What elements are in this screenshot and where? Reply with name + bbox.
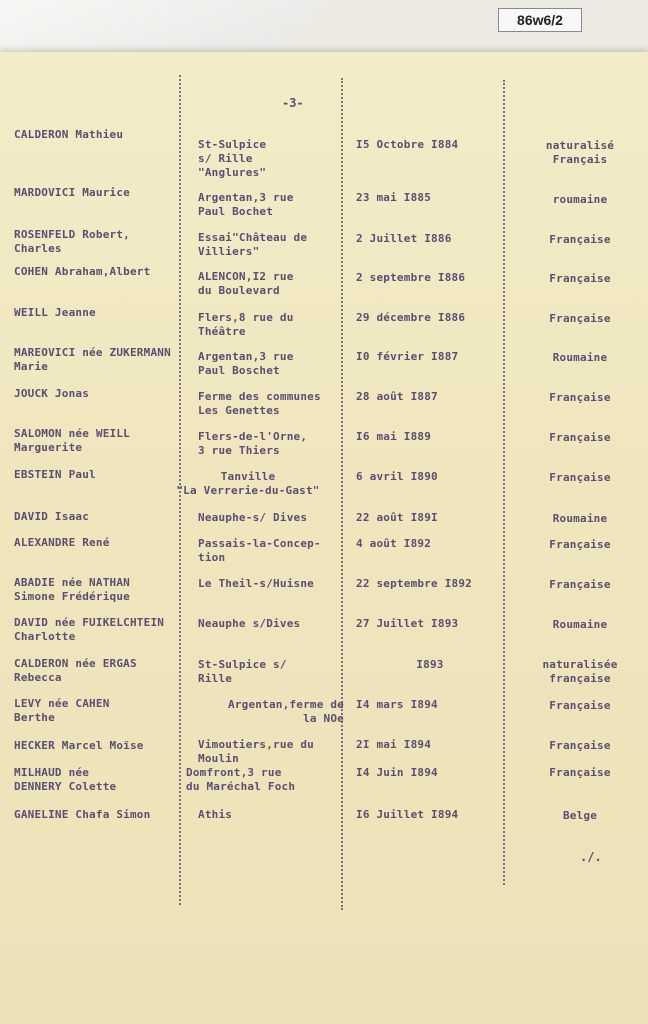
row-date: 2I mai I894 [356, 738, 432, 751]
row-place: Tanville "La Verrerie-du-Gast" [176, 470, 320, 497]
row-place: Le Theil-s/Huisne [198, 577, 314, 590]
row-nationality: Roumaine [552, 512, 608, 525]
row-date: I0 février I887 [356, 350, 459, 363]
row-name: MILHAUD née DENNERY Colette [14, 766, 117, 793]
row-nationality: Roumaine [552, 618, 608, 631]
row-date: 6 avril I890 [356, 470, 438, 483]
row-name: WEILL Jeanne [14, 306, 96, 319]
row-nationality: Française [549, 233, 611, 246]
row-name: GANELINE Chafa Simon [14, 808, 151, 821]
row-nationality: roumaine [552, 193, 608, 206]
row-date: I4 Juin I894 [356, 766, 438, 779]
row-nationality: naturalisée française [542, 658, 618, 685]
row-place: Ferme des communes Les Genettes [198, 390, 321, 417]
row-date: 22 août I89I [356, 511, 438, 524]
row-name: ROSENFELD Robert, Charles [14, 228, 130, 255]
row-place: Neauphe s/Dives [198, 617, 301, 630]
row-nationality: Française [549, 312, 611, 325]
row-date: 2 Juillet I886 [356, 232, 452, 245]
row-date: 23 mai I885 [356, 191, 432, 204]
row-nationality: Française [549, 699, 611, 712]
row-name: CALDERON née ERGAS Rebecca [14, 657, 137, 684]
row-nationality: Française [549, 272, 611, 285]
row-place: St-Sulpice s/ Rille [198, 658, 287, 685]
row-place: Argentan,3 rue Paul Bochet [198, 191, 294, 218]
row-nationality: Française [549, 431, 611, 444]
row-nationality: naturalisé Français [545, 139, 615, 166]
row-nationality: Belge [562, 809, 598, 822]
row-name: EBSTEIN Paul [14, 468, 96, 481]
row-nationality: Française [549, 766, 611, 779]
row-name: ALEXANDRE René [14, 536, 110, 549]
row-place: Flers-de-l'Orne, 3 rue Thiers [198, 430, 308, 457]
row-nationality: Française [549, 578, 611, 591]
archive-reference-label: 86w6/2 [498, 8, 582, 32]
row-name: JOUCK Jonas [14, 387, 90, 400]
row-name: DAVID née FUIKELCHTEIN Charlotte [14, 616, 165, 643]
row-place: ALENCON,I2 rue du Boulevard [198, 270, 294, 297]
row-name: MARDOVICI Maurice [14, 186, 130, 199]
row-place: Argentan,ferme de la NOe [228, 698, 344, 725]
row-place: Neauphe-s/ Dives [198, 511, 308, 524]
row-name: MAREOVICI née ZUKERMANN Marie [14, 346, 171, 373]
row-date: 28 août I887 [356, 390, 438, 403]
row-name: SALOMON née WEILL Marguerite [14, 427, 130, 454]
row-place: Domfront,3 rue du Maréchal Foch [186, 766, 296, 793]
row-name: CALDERON Mathieu [14, 128, 124, 141]
row-nationality: Française [549, 739, 611, 752]
row-date: 2 septembre I886 [356, 271, 466, 284]
row-date: I893 [416, 658, 444, 671]
row-place: Vimoutiers,rue du Moulin [198, 738, 314, 765]
row-name: ABADIE née NATHAN Simone Frédérique [14, 576, 130, 603]
row-date: I6 Juillet I894 [356, 808, 459, 821]
row-date: 27 Juillet I893 [356, 617, 459, 630]
row-date: I6 mai I889 [356, 430, 432, 443]
row-date: I4 mars I894 [356, 698, 438, 711]
row-place: Flers,8 rue du Théâtre [198, 311, 294, 338]
row-nationality: Roumaine [552, 351, 608, 364]
row-place: Passais-la-Concep- tion [198, 537, 321, 564]
continuation-mark: ./. [580, 850, 602, 864]
row-name: HECKER Marcel Moïse [14, 739, 144, 752]
row-place: Essai"Château de Villiers" [198, 231, 308, 258]
row-nationality: Française [549, 538, 611, 551]
row-date: I5 Octobre I884 [356, 138, 459, 151]
row-nationality: Française [549, 391, 611, 404]
row-name: LEVY née CAHEN Berthe [14, 697, 110, 724]
row-date: 4 août I892 [356, 537, 432, 550]
row-name: DAVID Isaac [14, 510, 90, 523]
row-place: Athis [198, 808, 233, 821]
row-place: St-Sulpice s/ Rille "Anglures" [198, 138, 267, 179]
page-number: -3- [282, 96, 304, 110]
row-name: COHEN Abraham,Albert [14, 265, 151, 278]
row-date: 22 septembre I892 [356, 577, 472, 590]
row-date: 29 décembre I886 [356, 311, 466, 324]
row-place: Argentan,3 rue Paul Boschet [198, 350, 294, 377]
row-nationality: Française [549, 471, 611, 484]
